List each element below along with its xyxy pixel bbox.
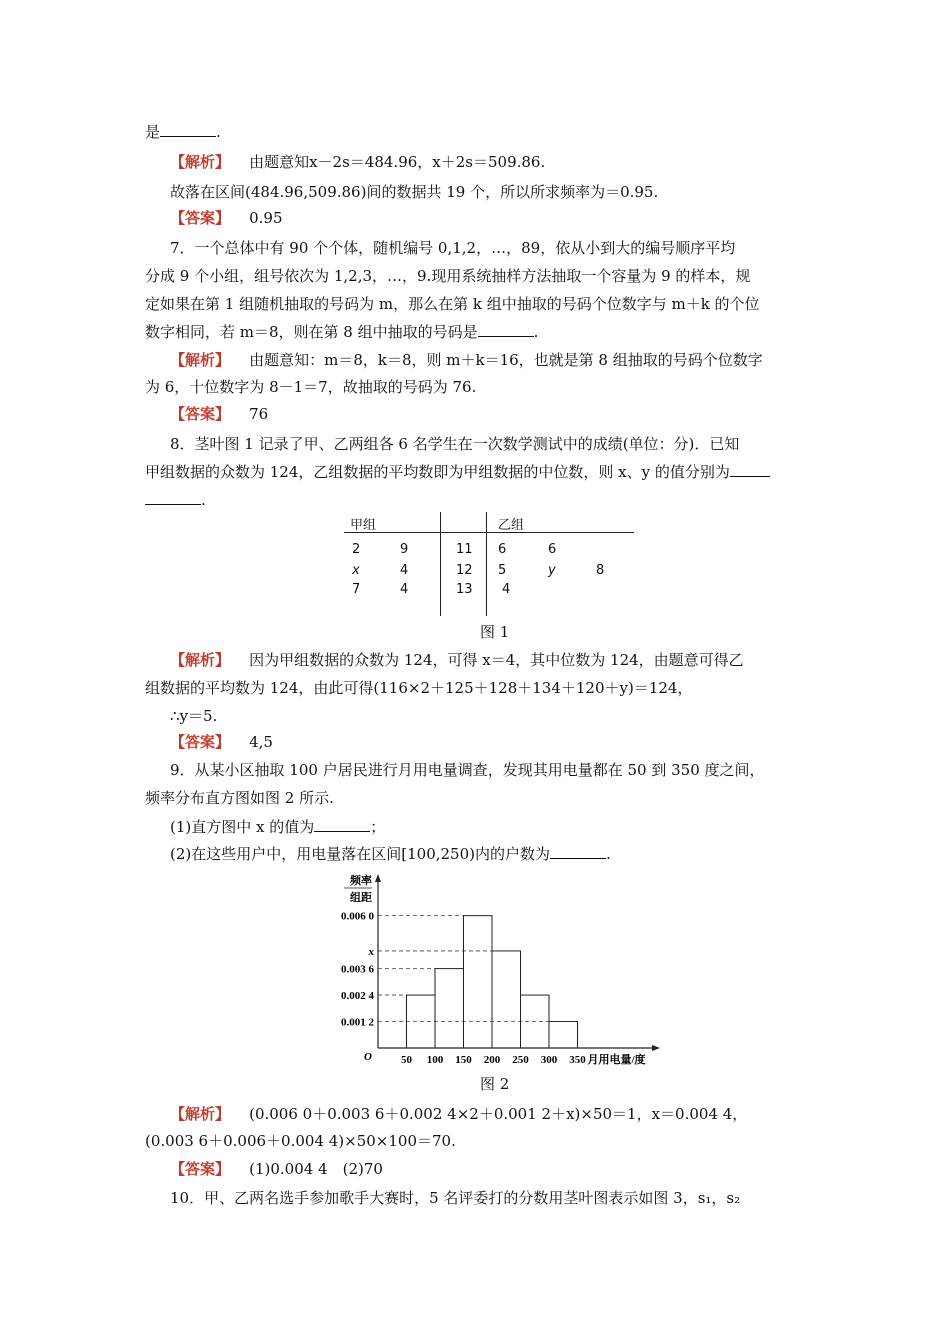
answer-line	[170, 208, 283, 228]
jiexi-line	[170, 1104, 747, 1124]
origin-label: O	[364, 1051, 372, 1063]
line-text: 是	[145, 123, 161, 141]
leaf-left: 2	[352, 542, 361, 557]
question-line: (1)直方图中 x 的值为 ；	[170, 818, 386, 836]
answer-line	[170, 732, 273, 752]
histogram-bar	[435, 969, 464, 1048]
y-tick-label: 0.001 2	[341, 1016, 374, 1029]
answer-tag: 【答案】	[170, 209, 231, 227]
leaf-left: 7	[352, 582, 361, 597]
jiexi-line	[170, 152, 545, 172]
answer-blank	[478, 322, 534, 337]
x-tick-label: 200	[483, 1054, 501, 1066]
leaf-right: 6	[498, 542, 507, 557]
x-tick-label: 150	[455, 1054, 472, 1066]
question-text: (1)直方图中 x 的值为	[170, 818, 315, 836]
stem-value: 13	[456, 582, 473, 597]
header-rule	[344, 532, 634, 533]
jiexi-line	[170, 350, 763, 370]
text-line	[170, 706, 217, 726]
y-tick-label: 0.002 4	[341, 990, 374, 1003]
leaf-left: 4	[400, 563, 409, 578]
question-text: 9．从某小区抽取 100 户居民进行月用电量调查，发现其用电量都在 50 到 350 度之间，	[170, 761, 765, 779]
answer-tag: 【答案】	[170, 405, 231, 423]
question-text: 数字相同，若 m＝8，则在第 8 组中抽取的号码是	[145, 323, 478, 341]
question-line	[145, 294, 760, 314]
y-axis-arrow	[375, 874, 381, 882]
jiexi-text: 由题意知x－2s＝484.96，x＋2s＝509.86.	[249, 153, 546, 171]
x-axis-label: 月用电量/度	[587, 1054, 646, 1066]
histogram-bars	[407, 916, 578, 1048]
question-line	[145, 266, 750, 286]
leaf-left: x	[352, 563, 360, 578]
text-line	[145, 678, 692, 698]
leaf-right: 5	[498, 563, 507, 578]
answer-text: 0.95	[249, 209, 283, 227]
histogram-bar	[549, 1022, 578, 1048]
text-line: 是 .	[145, 123, 221, 141]
question-text: 频率分布直方图如图 2 所示.	[145, 789, 334, 807]
question-text: 7．一个总体中有 90 个个体，随机编号 0,1,2，…，89，依从小到大的编号顺序平均	[170, 239, 736, 257]
answer-line	[170, 1159, 383, 1179]
answer-blank	[550, 844, 606, 859]
question-line: 数字相同，若 m＝8，则在第 8 组中抽取的号码是 .	[145, 323, 539, 341]
text-line	[145, 377, 476, 397]
figure-caption: 图 2	[480, 1075, 510, 1093]
x-tick-label: 50	[401, 1054, 412, 1066]
leaf-right: 8	[596, 563, 605, 578]
leaf-left: 4	[400, 582, 409, 597]
answer-text: (1)0.004 4 (2)70	[249, 1160, 383, 1178]
x-tick-label: 100	[426, 1054, 444, 1066]
question-line	[170, 434, 739, 454]
question-text: (2)在这些用户中，用电量落在区间[100,250)内的户数为	[170, 845, 550, 863]
stem-value: 12	[456, 563, 473, 578]
frequency-histogram	[326, 868, 666, 1072]
jiexi-text: ∴y＝5.	[170, 707, 218, 725]
left-divider	[440, 512, 441, 616]
histogram-labels	[341, 873, 646, 1066]
question-text: 定如果在第 1 组随机抽取的号码为 m，那么在第 k 组中抽取的号码个位数字与 m＋k 的个位	[145, 295, 760, 313]
jiexi-tag: 【解析】	[170, 153, 231, 171]
answer-text: 4,5	[249, 733, 273, 751]
question-line: (2)在这些用户中，用电量落在区间[100,250)内的户数为 .	[170, 845, 611, 863]
jiexi-text: 为 6，十位数字为 8－1＝7，故抽取的号码为 76.	[145, 378, 477, 396]
right-divider	[486, 512, 487, 616]
left-header: 甲组	[350, 518, 377, 533]
answer-text: 76	[249, 405, 269, 423]
question-line	[170, 238, 735, 258]
histogram-axes	[375, 874, 660, 1051]
y-tick-label: x	[368, 945, 374, 958]
x-tick-label: 250	[512, 1054, 529, 1066]
question-text: 10．甲、乙两名选手参加歌手大赛时，5 名评委打的分数用茎叶图表示如图 3，s₁，s₂	[170, 1189, 741, 1207]
figure-caption: 图 1	[480, 623, 510, 641]
leaf-right: y	[548, 563, 556, 578]
x-tick-label: 300	[540, 1054, 558, 1066]
y-tick-label: 0.003 6	[341, 963, 374, 976]
question-text: 分成 9 个小组，组号依次为 1,2,3，…，9.现用系统抽样方法抽取一个容量为 9 的样本，规	[145, 267, 751, 285]
answer-blank	[730, 462, 770, 477]
jiexi-text: (0.006 0＋0.003 6＋0.002 4×2＋0.001 2＋x)×50＝1，x＝0.004 4，	[249, 1105, 748, 1123]
answer-blank	[314, 817, 370, 832]
question-line: .	[145, 490, 206, 510]
y-axis-label-bottom: 组距	[350, 892, 372, 904]
stem-leaf-table	[344, 512, 634, 616]
jiexi-text: 组数据的平均数为 124，由此可得(116×2＋125＋128＋134＋120＋y)＝124，	[145, 679, 693, 697]
y-axis-label-top: 频率	[350, 875, 372, 887]
leaf-right: 4	[502, 582, 511, 597]
answer-tag: 【答案】	[170, 733, 231, 751]
y-tick-label: 0.006 0	[341, 910, 374, 923]
x-tick-label: 350	[569, 1054, 586, 1066]
question-text: 甲组数据的众数为 124，乙组数据的平均数即为甲组数据的中位数，则 x、y 的值分别为	[145, 463, 730, 481]
jiexi-line	[170, 650, 744, 670]
x-axis-arrow	[652, 1045, 660, 1051]
question-line	[170, 760, 765, 780]
right-header: 乙组	[498, 518, 525, 533]
answer-blank	[160, 122, 216, 137]
text-line	[145, 1131, 456, 1151]
jiexi-text: 由题意知：m＝8，k＝8，则 m＋k＝16，也就是第 8 组抽取的号码个位数字	[249, 351, 763, 369]
jiexi-tag: 【解析】	[170, 651, 231, 669]
answer-line	[170, 404, 268, 424]
question-line	[145, 788, 334, 808]
jiexi-text: 因为甲组数据的众数为 124，可得 x＝4，其中位数为 124，由题意可得乙	[249, 651, 744, 669]
text-line	[170, 182, 658, 202]
jiexi-text: 故落在区间(484.96,509.86)间的数据共 19 个，所以所求频率为＝0.95.	[170, 183, 659, 201]
answer-tag: 【答案】	[170, 1160, 231, 1178]
question-text: 8．茎叶图 1 记录了甲、乙两组各 6 名学生在一次数学测试中的成绩(单位：分)．已知	[170, 435, 740, 453]
answer-blank	[145, 490, 201, 505]
histogram-bar	[492, 951, 521, 1048]
leaf-left: 9	[400, 542, 409, 557]
leaf-right: 6	[548, 542, 557, 557]
question-line	[170, 1188, 740, 1208]
question-line	[145, 462, 770, 482]
stem-value: 11	[456, 542, 473, 557]
jiexi-tag: 【解析】	[170, 1105, 231, 1123]
histogram-bar	[464, 916, 493, 1048]
jiexi-text: (0.003 6＋0.006＋0.004 4)×50×100＝70.	[145, 1132, 456, 1150]
jiexi-tag: 【解析】	[170, 351, 231, 369]
